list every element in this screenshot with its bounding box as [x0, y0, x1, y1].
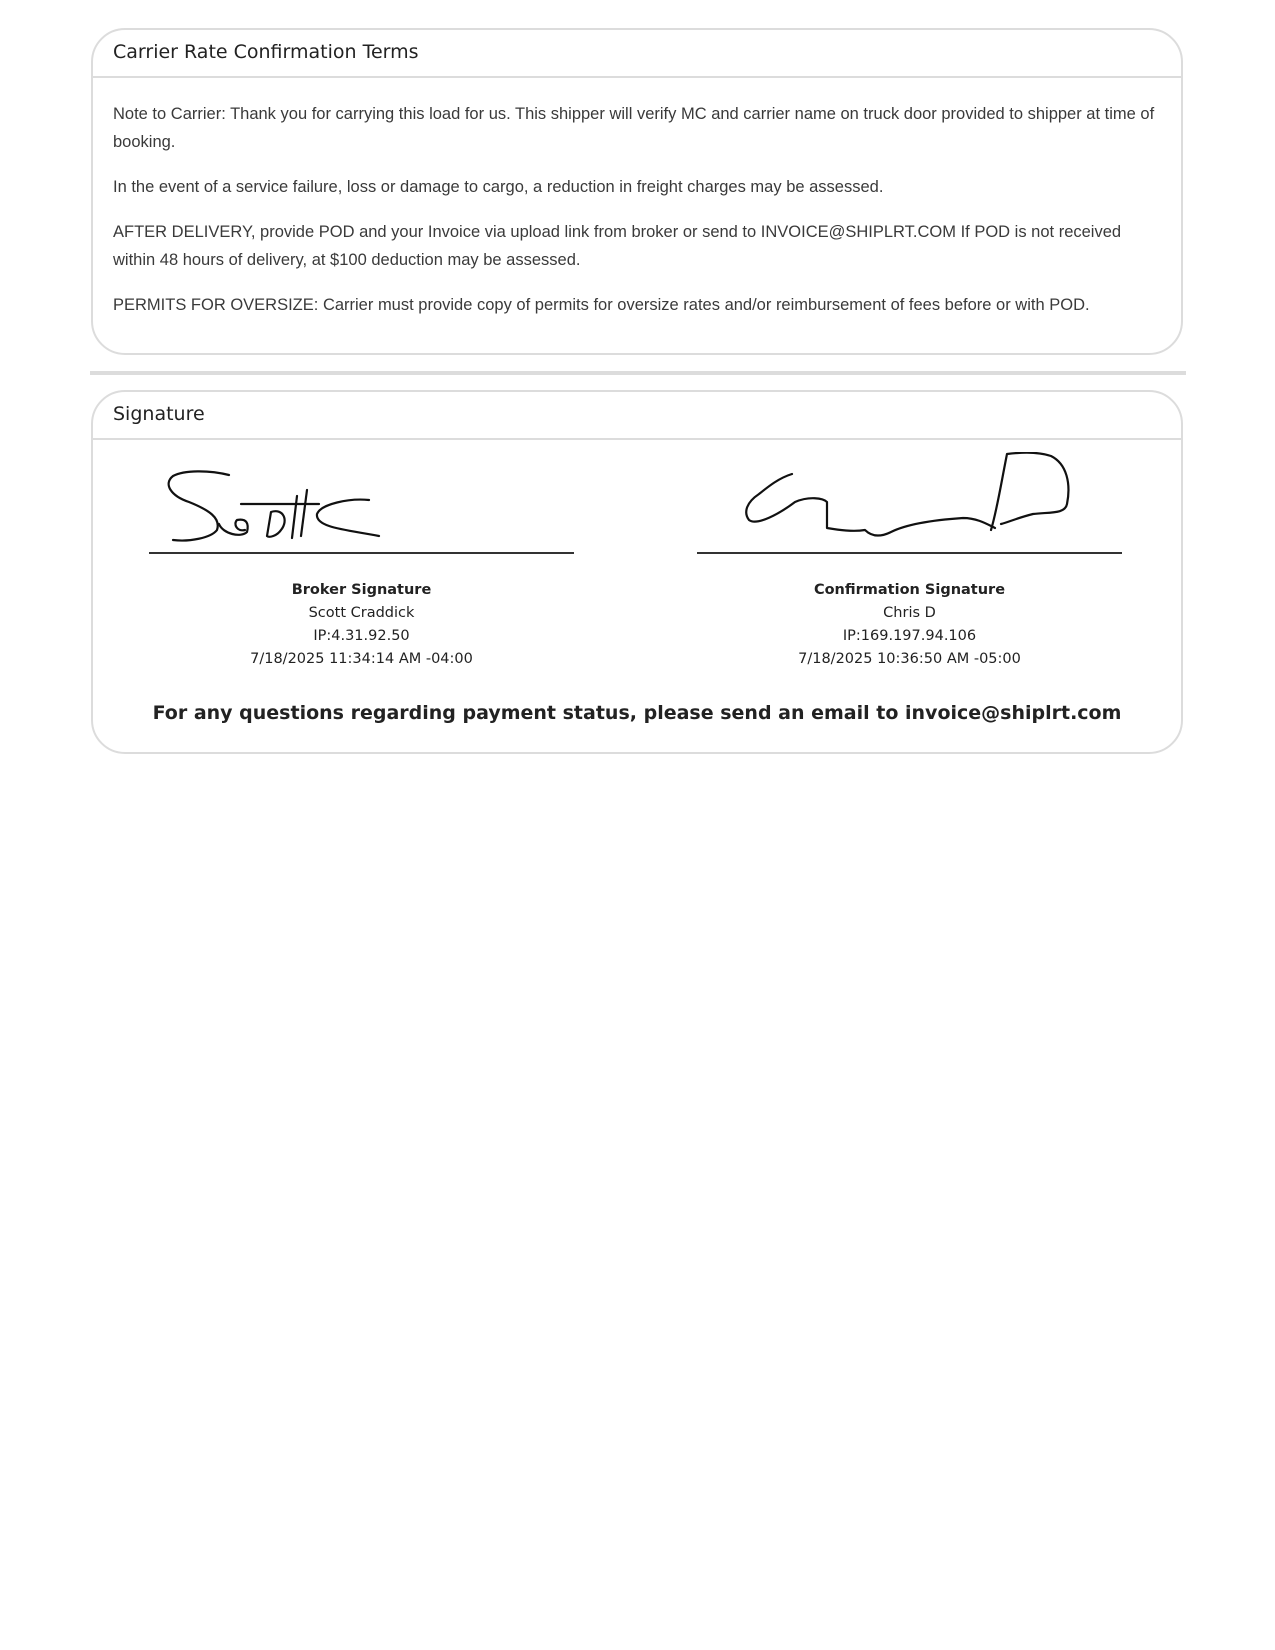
broker-name: Scott Craddick [308, 605, 415, 621]
confirmation-signature-drawing [697, 452, 1122, 552]
confirmation-ip: IP:169.197.94.106 [842, 628, 977, 644]
broker-signature-block [149, 452, 574, 671]
terms-body [93, 78, 1181, 319]
confirmation-signature-label: Confirmation Signature [813, 582, 1006, 598]
confirmation-signature-line [697, 552, 1122, 554]
broker-signature-drawing [149, 452, 574, 552]
terms-paragraph: AFTER DELIVERY, provide POD and your Invoice via upload link from broker or send to INVOICE@SHIPLRT.COM If POD is not received within 48 hours of delivery, at $100 deduction may be assessed. [113, 223, 1122, 269]
broker-signature-line [149, 552, 574, 554]
terms-paragraph: PERMITS FOR OVERSIZE: Carrier must provide copy of permits for oversize rates and/or reimbursement of fees before or with POD. [113, 296, 1090, 314]
payment-questions-note: For any questions regarding payment status, please send an email to invoice@shiplrt.com [152, 702, 1122, 724]
broker-timestamp: 7/18/2025 11:34:14 AM -04:00 [250, 651, 473, 667]
terms-paragraph: Note to Carrier: Thank you for carrying this load for us. This shipper will verify MC and carrier name on truck door provided to shipper at time of booking. [113, 105, 1155, 151]
broker-ip: IP:4.31.92.50 [313, 628, 410, 644]
broker-signature-label: Broker Signature [291, 582, 432, 598]
signature-title: Signature [93, 392, 1181, 440]
section-divider [90, 371, 1186, 375]
confirmation-signature-block [697, 452, 1122, 671]
terms-paragraph: In the event of a service failure, loss or damage to cargo, a reduction in freight charges may be assessed. [113, 178, 884, 196]
terms-title: Carrier Rate Confirmation Terms [93, 30, 1181, 78]
confirmation-timestamp: 7/18/2025 10:36:50 AM -05:00 [798, 651, 1021, 667]
signature-card [91, 390, 1183, 754]
terms-card [91, 28, 1183, 355]
confirmation-name: Chris D [883, 605, 936, 621]
